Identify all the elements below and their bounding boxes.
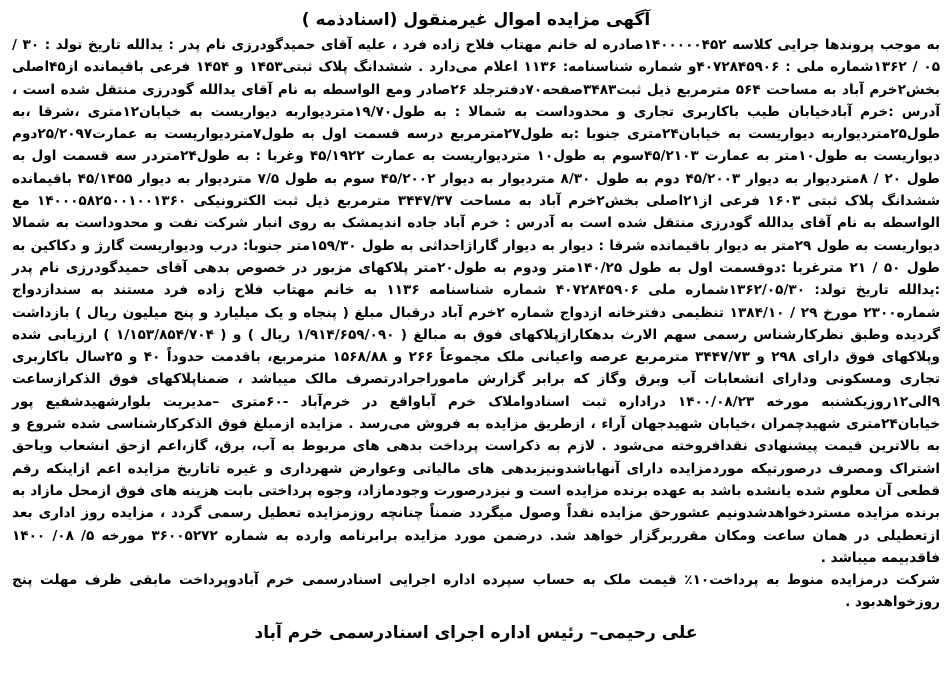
notice-signature: علی رحیمی– رئیس اداره اجرای اسنادرسمی خرم آباد <box>254 622 698 643</box>
notice-title: آگهی مزایده اموال غیرمنقول (اسنادذمه ) <box>301 10 651 30</box>
notice-footer: شرکت درمزایده منوط به پرداخت۱۰٪ قیمت ملک به حساب سپرده اداره اجرایی اسنادرسمی خرم آبادوپرداخت مابقی ظرف مهلت پنج روزخواهدبود . <box>12 572 940 611</box>
notice-body: به موجب پروندها جرایی کلاسه ۱۴۰۰۰۰۰۴۵۲صادره له خانم مهتاب فلاح زاده فرد ، علیه آقای حمیدگودرزی نام پدر : یدالله تاریخ تولد : ۳۰ / ۰۵ / ۱۳۶۲شماره ملی : ۴۰۷۲۸۴۵۹۰۶و شماره شناسنامه: ۱۱۳۶ اعلام می‌دارد . ششدانگ پلاک ثبتی۱۴۵۳ و ۱۴۵۴ فرعی باقیمانده از۴۵اصلی بخش۲خرم آباد به مساحت ۵۶۴ مترمربع ذیل ثبت۳۴۸۳صفحه۷۰دفترجلد ۲۶صادر ومع الواسطه به نام آقای یدالله گودرزی منتقل شده است ، آدرس :خرم آبادخیابان طیب باکاربری تجاری و محدوداست به شمالا : به طول۱۹/۷۰متردیواربه دیواریست به خیابان۱۲متری ،شرقا ،به طول۲۵متردیواربه دیواریست به خیابان۲۴متری جنوبا :به طول۲۷مترمربع درسه قسمت اول به طول۷متردیواریست به عمارت۲۵/۲۰۹۷دوم دیواریست به طول۱۰متر به عمارت ۴۵/۲۱۰۳سوم به طول۱۰ متردیواریست به عمارت ۴۵/۱۹۲۲ وغربا : به طول۲۴متردر سه قسمت اول به طول ۲۰ / ۸متردیوار به دیوار ۴۵/۲۰۰۳ دوم به طول ۸/۳۰ متردیوار به دیوار ۴۵/۲۰۰۲ سوم به طول ۷/۵ متردیوار به دیوار ۴۵/۱۴۵۵ باقیمانده ششدانگ پلاک ثبتی ۱۶۰۳ فرعی از۲۱اصلی بخش۲خرم آباد به مساحت ۳۴۴۷/۳۷ مترمربع ذیل ثبت الکترونیکی ۱۴۰۰۰۵۸۲۵۰۰۱۰۰۱۳۶۰ مع الواسطه به نام آقای یدالله گودرزی منتقل شده است به آدرس : خرم آباد جاده اندیمشک به روی انبار شرکت نفت و محدوداست به شمالا دیواریست به طول ۲۹متر به دیوار باقیمانده شرقا : دیوار به دیوار گاراژاحداثی به طول ۱۵۹/۳۰متر جنوبا: درب ودیواریست گارژ و دکاکین به طول ۵۰ / ۲۱ مترغربا :دوقسمت اول به طول ۱۴۰/۲۵متر ودوم به طول۲۰متر پلاکهای مزبور در خصوص بدهی آقای حمیدگودرزی نام پدر :یدالله تاریخ تولد: ۱۳۶۲/۰۵/۳۰شماره ملی ۴۰۷۲۸۴۵۹۰۶ شماره شناسنامه ۱۱۳۶ به خانم مهتاب فلاح زاده فرد مستند به سندازدواج شماره۲۳۰۰ مورخ ۲۹ / ۱۳۸۴/۱۰ تنظیمی دفترخانه ازدواج شماره ۲خرم آباد درقبال مبلغ ( پنجاه و یک میلیارد و پنج میلیون ریال ) بازداشت گردیده وطبق نظرکارشناس رسمی سهم الارث بدهکارازپلاکهای فوق به مبالغ ( ۱/۹۱۴/۶۵۹/۰۹۰ ریال ) و ( ۱/۱۵۳/۸۵۴/۷۰۴ ) ارزیابی شده وپلاکهای فوق دارای ۲۹۸ و ۳۴۴۷/۷۳ مترمربع عرصه واعیانی ملک مجموعاً ۲۶۶ و ۱۵۶۸/۸۸ مترمربع، باقدمت حدوداً ۴۰ و ۲۵سال باکاربری تجاری ومسکونی ودارای انشعابات آب وبرق وگاز که برابر گزارش ماموراجرادرتصرف مالک میباشد ، ضمناپلاکهای فوق الذکرازساعت ۹الی۱۲روزیکشنبه مورخه ۱۴۰۰/۰۸/۲۳ دراداره ثبت اسنادواملاک خرم آباواقع در خرم‌آباد -۶۰متری –مدیریت بلوارشهیدشفیع پور خیابان۲۴متری شهیدچمران ،خیابان شهیدجهان آراء ، ازطریق مزایده به فروش می‌رسد . مزایده ازمبلغ فوق الذکرکارشناسی شده شروع و به بالاترین قیمت پیشنهادی نقدافروخته می‌شود . لازم به ذکراست پرداخت بدهی های مربوط به آب، برق، گاز،اعم ازحق انشعاب وياحق اشتراک ومصرف درصورتیکه موردمزایده دارای آنهاباشدونیزبدهی های مالیاتی وعوارض شهرداری و غیره تاتاریخ مزایده اعم ازاینکه رقم قطعی آن معلوم شده یانشده باشد به عهده برنده مزایده است و نیزدرصورت وجودمازاد، وجوه پرداختی بابت هزینه های فوق ازمحل مازاد به برنده مزایده مستردخواهدشدونیم عشورحق مزایده نقداً وصول میگردد ضمناً چنانچه روزمزایده تعطیل رسمی گردد ، مزایده روز اداری بعد ازتعطیلی در همان ساعت ومکان مقرربرگزار خواهد شد. درضمن مورد مزایده برابرنامه وارده به شماره ۳۶۰۰۵۲۷۲ مورخه ۵/ ۰۸/ ۱۴۰۰ فاقدبیمه میباشد . <box>12 37 941 566</box>
